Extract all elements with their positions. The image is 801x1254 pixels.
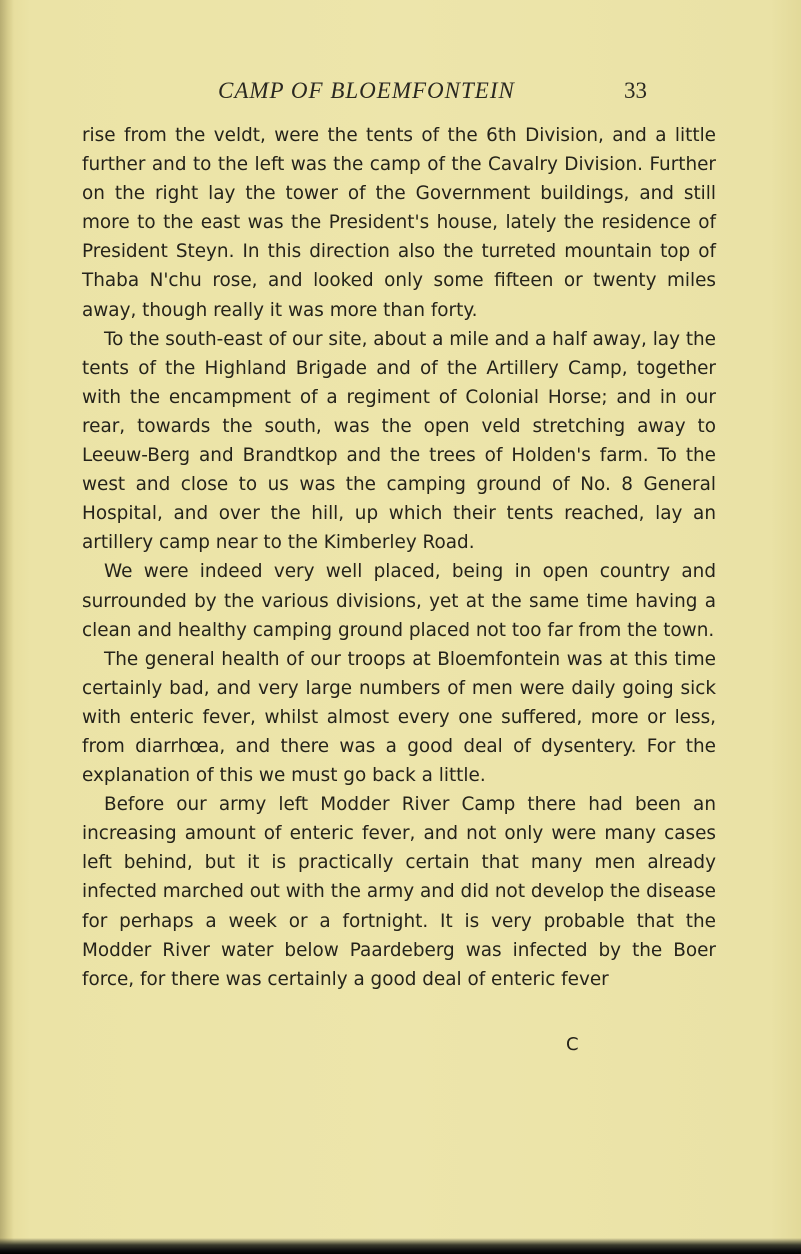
page-number: 33 [624, 78, 647, 103]
running-head [218, 78, 678, 114]
body-text [82, 121, 716, 994]
paragraph: Before our army left Modder River Camp there had been an increasing amount of enteric fever, and not only were many cases left behind, but it is practically certain that many men already infected marched out with the army and did not develop the disease for perhaps a week or a fortnight. It is very probable that the Modder River water below Paardeberg was infected by the Boer force, for there was certainly a good deal of enteric fever [82, 794, 716, 990]
signature-mark: C [566, 1034, 579, 1055]
paragraph: The general health of our troops at Bloemfontein was at this time certainly bad, and very large numbers of men were daily going sick with enteric fever, whilst almost every one suffered, more or less, from diarrhœa, and there was a good deal of dysentery. For the explanation of this we must go back a little. [82, 648, 716, 787]
paragraph: To the south-east of our site, about a mile and a half away, lay the tents of the Highland Brigade and of the Artillery Camp, together with the encampment of a regiment of Colonial Horse; and in our rear, towards the south, was the open veld stretching away to Leeuw-Berg and Brandtkop and the trees of Holden's farm. To the west and close to us was the camping ground of No. 8 General Hospital, and over the hill, up which their tents reached, lay an artillery camp near to the Kimberley Road. [82, 328, 716, 554]
paragraph: rise from the veldt, were the tents of the 6th Division, and a little further and to the left was the camp of the Cavalry Division. Further on the right lay the tower of the Government buildings, and still more to the east was the President's house, lately the residence of President Steyn. In this direction also the turreted mountain top of Thaba N'chu rose, and looked only some fifteen or twenty miles away, though really it was more than forty. [82, 125, 716, 321]
page-bottom-edge [0, 1238, 801, 1254]
chapter-title: CAMP OF BLOEMFONTEIN [218, 78, 515, 103]
paragraph: We were indeed very well placed, being in open country and surrounded by the various divisions, yet at the same time having a clean and healthy camping ground placed not too far from the town. [82, 561, 716, 641]
binding-shadow [0, 0, 14, 1254]
